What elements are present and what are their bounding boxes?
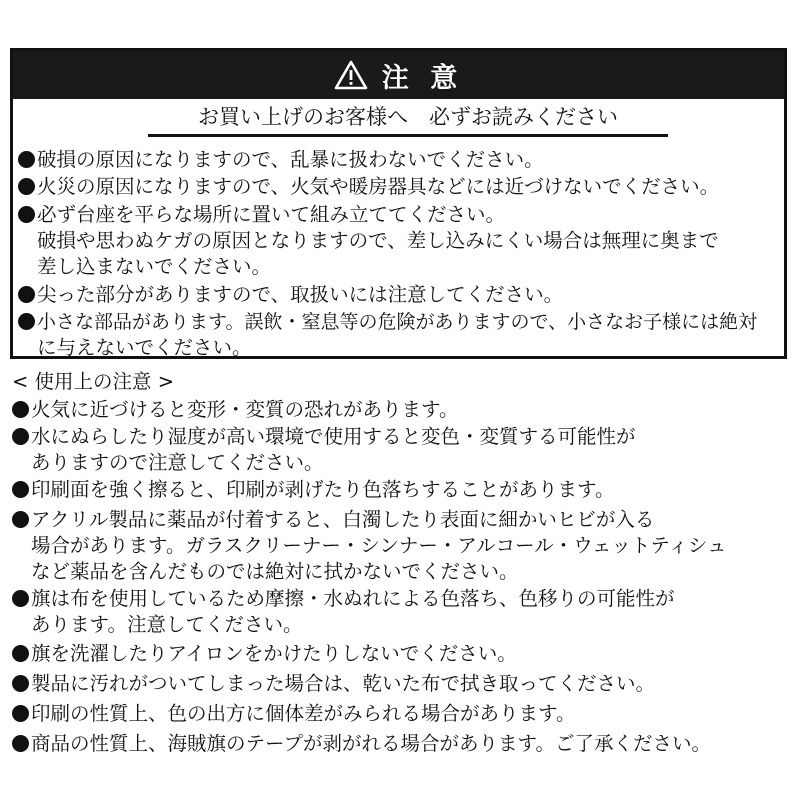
usage-line: 場合があります。ガラスクリーナー・シンナー・アルコール・ウェットティシュ [31, 534, 727, 557]
bullet-dot-icon [18, 206, 35, 223]
bullet-dot-icon [12, 705, 29, 722]
caution-line: 必ず台座を平らな場所に置いて組み立ててください。 [18, 202, 505, 228]
caution-line: に与えないでください。 [37, 336, 252, 359]
bullet-dot-icon [18, 313, 35, 330]
bullet-dot-icon [12, 401, 29, 418]
caution-title: 注 意 [381, 62, 464, 94]
bullet-dot-icon [18, 286, 35, 303]
usage-heading: < 使用上の注意 > [12, 370, 175, 393]
caution-box [10, 48, 787, 359]
bullet-dot-icon [12, 675, 29, 692]
usage-line: 水にぬらしたり湿度が高い環境で使用すると変色・変質する可能性が [12, 424, 636, 450]
usage-line: 旗は布を使用しているため摩擦・水ぬれによる色落ち、色移りの可能性が [12, 586, 675, 612]
usage-line: 印刷の性質上、色の出方に個体差がみられる場合があります。 [12, 701, 575, 727]
usage-line: あります。注意してください。 [31, 613, 303, 636]
usage-line: 印刷面を強く擦ると、印刷が剥げたり色落ちすることがあります。 [12, 477, 614, 503]
bullet-dot-icon [12, 511, 29, 528]
usage-line: など薬品を含んだものでは絶対に拭かないでください。 [31, 560, 519, 583]
caution-line: 破損の原因になりますので、乱暴に扱わないでください。 [18, 147, 544, 173]
bullet-dot-icon [12, 645, 29, 662]
caution-line: 小さな部品があります。誤飲・窒息等の危険がありますので、小さなお子様には絶対 [18, 309, 757, 335]
bullet-dot-icon [12, 481, 29, 498]
warning-triangle-icon [334, 60, 368, 90]
caution-subtitle: お買い上げのお客様へ 必ずお読みください [148, 101, 668, 137]
usage-line: 旗を洗濯したりアイロンをかけたりしないでください。 [12, 641, 517, 667]
usage-line: 商品の性質上、海賊旗のテープが剥がれる場合があります。ご了承ください。 [12, 731, 711, 757]
usage-line: 製品に汚れがついてしまった場合は、乾いた布で拭き取ってください。 [12, 671, 655, 697]
bullet-dot-icon [12, 428, 29, 445]
usage-line: ありますので注意してください。 [31, 451, 324, 474]
caution-line: 差し込まないでください。 [37, 255, 272, 278]
usage-line: アクリル製品に薬品が付着すると、白濁したり表面に細かいヒビが入る [12, 507, 654, 533]
bullet-dot-icon [18, 178, 35, 195]
caution-line: 尖った部分がありますので、取扱いには注意してください。 [18, 282, 563, 308]
caution-line: 火災の原因になりますので、火気や暖房器具などには近づけないでください。 [18, 174, 719, 200]
caution-header [13, 51, 784, 99]
bullet-dot-icon [18, 151, 35, 168]
caution-line: 破損や思わぬケガの原因となりますので、差し込みにくい場合は無理に奥まで [37, 229, 719, 252]
bullet-dot-icon [12, 590, 29, 607]
bullet-dot-icon [12, 735, 29, 752]
usage-line: 火気に近づけると変形・変質の恐れがあります。 [12, 397, 458, 423]
